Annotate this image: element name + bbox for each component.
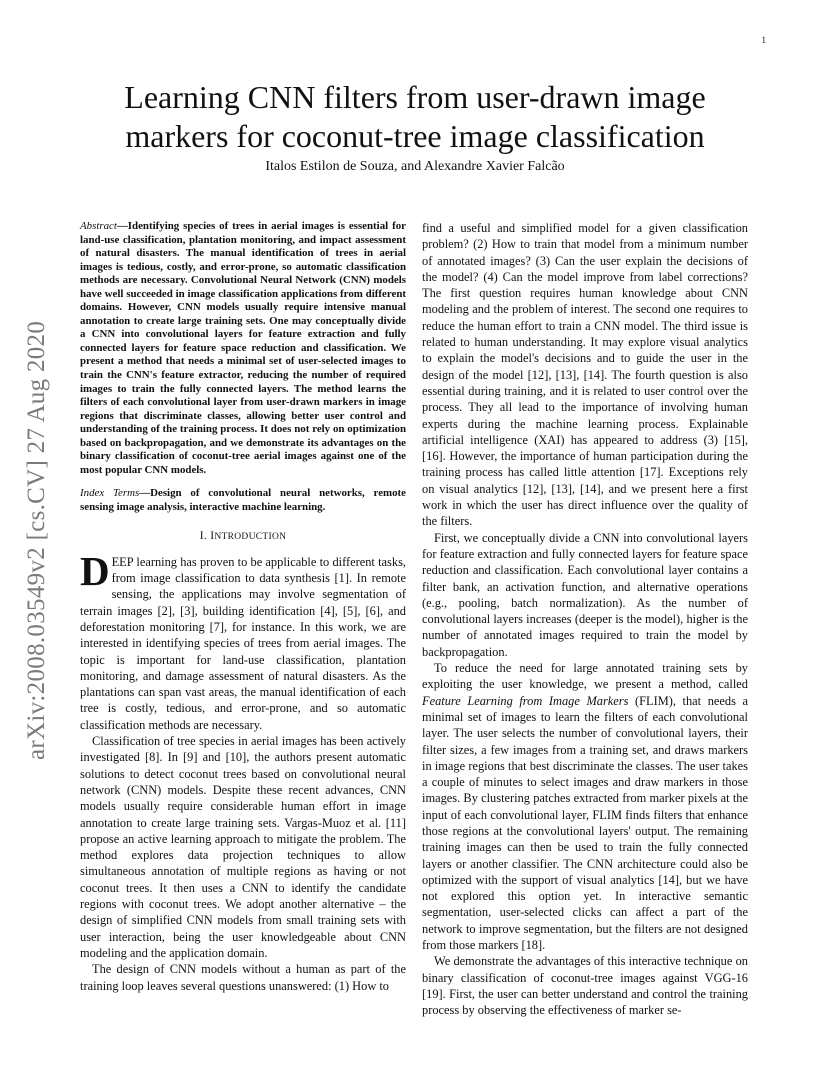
right-paragraph-2: First, we conceptually divide a CNN into convolutional layers for feature extraction and fully connected layers for feature space reduction and classification. Each convolutional layer contains a filter bank, an activation function, and alternative operations (e.g., pooling, batch normalization). As the number of convolutional layers increases (deeper is the model), higher is the number of annotated images required to train the model by backpropagation. <box>422 530 748 659</box>
drop-cap: D <box>80 547 110 594</box>
abstract-text: —Identifying species of trees in aerial images is essential for land-use classification, plantation monitoring, and impact assessment of natural disasters. The manual identification of trees in aerial images is tedious, costly, and error-prone, so automatic classification methods are necessary. Convolutional Neural Network (CNN) models have well succeeded in image classification applications from different domains. However, CNN models usually require intensive manual annotation to create large training sets. One may conceptually divide a CNN into convolutional layers for feature extraction and fully connected layers for feature space reduction and classification. We present a method that needs a minimal set of user-selected images to train the CNN's feature extractor, reducing the number of required images to train the fully connected layers. The method learns the filters of each convolutional layer from user-drawn markers in image regions that discriminate classes, allowing better user control and understanding of the training process. It does not rely on optimization based on backpropagation, and we demonstrate its advantages on the binary classification of coconut-tree aerial images against one of the most popular CNN models. <box>80 220 406 476</box>
intro-paragraph-2: Classification of tree species in aerial images has been actively investigated [8]. In [9] and [10], the authors present automatic solutions to detect coconut trees based on convolutional neural network (CNN) models. Despite these recent advances, CNN models usually require considerable human effort in image annotation to create large training sets. Vargas-Muoz et al. [11] propose an active learning approach to mitigate the problem. The method explores data projection techniques to allow simultaneous annotation of multiple regions as having or not coconut trees. It then uses a CNN to identify the candidate regions with coconut trees. We adopt another alternative – the design of simplified CNN models from small training sets with user interaction, being the user knowledgeable about CNN modeling and the application domain. <box>80 734 406 960</box>
right-paragraph-1: find a useful and simplified model for a given classification problem? (2) How to train that model from a minimum number of annotated images? (3) Can the user explain the decisions of the model? (4) Can the model improve from label corrections? The first question requires human knowledge about CNN modeling and the problem of interest. The second one requires to reduce the human effort to train a CNN model. The third issue is related to human understanding. It may explore visual analytics to explain the model's decisions and to guide the user in the design of the model [12], [13], [14]. The fourth question is also essential during training, and it is related to user control over the process. They all lead to the importance of involving human experts during the machine learning process. Explainable artificial intelligence (XAI) has appeared to address (3) [15], [16]. However, the importance of human participation during the training process has called little attention [17]. Exceptions rely on visual analytics [12], [13], [14], and we present here a first work in which the user has direct influence over the quality of the filters. <box>422 221 748 529</box>
section-heading-introduction <box>80 528 406 545</box>
section-title-rest: NTRODUCTION <box>214 532 287 543</box>
left-column <box>80 220 406 994</box>
abstract <box>80 220 406 477</box>
flim-term: Feature Learning from Image Markers <box>422 693 629 708</box>
arxiv-stamp: arXiv:2008.03549v2 [cs.CV] 27 Aug 2020 <box>23 320 50 760</box>
section-first-letter: I <box>210 530 215 543</box>
index-terms-lead: Index Terms <box>80 487 140 500</box>
right-paragraph-3-b: (FLIM), that needs a minimal set of images to learn the filters of each convolutional layer. The user selects the number of convolutional layers, their filter sizes, a few images from a training set, and draws markers in image regions that best discriminate the classes. The user takes a couple of minutes to select images and draw markers in those images. By clustering patches extracted from marker pixels at the input of each convolutional layer, FLIM finds filters that enhance those regions at the convolutional layers' output. The remaining training images can then be used to train the fully connected layers or another classifier. The CNN architecture could also be optimized with the support of visual analytics [14], but we have not explored this option yet. In interactive semantic segmentation, user-selected clicks can affect a part of the network to improve segmentation, but the filters are not designed from those markers [18]. <box>422 693 748 953</box>
right-column <box>422 220 748 1019</box>
intro-paragraph-3: The design of CNN models without a human as part of the training loop leaves several questions unanswered: (1) How to <box>80 962 406 993</box>
right-paragraph-4: We demonstrate the advantages of this interactive technique on binary classification of coconut-tree images against VGG-16 [19]. First, the user can better understand and control the training process by observing the effectiveness of marker se- <box>422 954 748 1018</box>
paper-authors: Italos Estilon de Souza, and Alexandre Xavier Falcão <box>265 159 565 174</box>
intro-paragraph-1-text: EEP learning has proven to be applicable to different tasks, from image classification to data synthesis [1]. In remote sensing, the applications may involve segmentation of terrain images [2], [3], building identification [4], [5], [6], and deforestation monitoring [7], for instance. In this work, we are interested in identifying species of trees from aerial images. The topic is important for land-use classification, plantation monitoring, and damage assessment of natural disasters. As the plantations can span vast areas, the manual identification of each tree is costly, tedious, and error-prone, and so automatic classification methods are necessary. <box>80 554 406 732</box>
intro-paragraph-1 <box>80 547 406 733</box>
page-number: 1 <box>761 35 766 45</box>
section-numeral: I. <box>199 530 211 543</box>
right-paragraph-3-a: To reduce the need for large annotated training sets by exploiting the user knowledge, we present a method, called <box>422 661 748 692</box>
index-terms <box>80 487 406 514</box>
paper-title: Learning CNN filters from user-drawn image markers for coconut-tree image classification <box>124 79 706 154</box>
right-paragraph-3 <box>422 660 748 953</box>
index-terms-text: —Design of convolutional neural networks, remote sensing image analysis, interactive machine learning. <box>80 487 407 513</box>
abstract-lead: Abstract <box>80 220 117 232</box>
